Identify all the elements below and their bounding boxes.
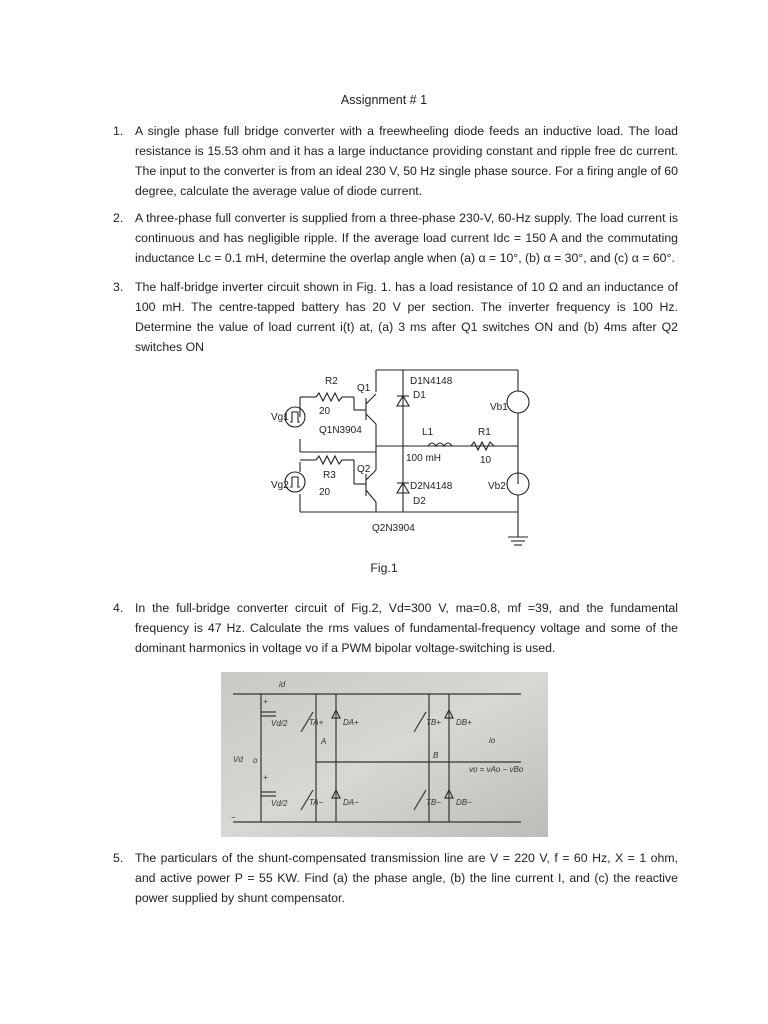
figure-1-caption: Fig.1 <box>370 561 398 575</box>
r1-label: R1 <box>478 427 491 438</box>
d2-part-label: D2N4148 <box>410 481 453 492</box>
l1-value: 100 mH <box>406 453 442 464</box>
question-text: The half-bridge inverter circuit shown in Fig. 1. has a load resistance of 10 Ω and an inductance of 100 mH. The centre-tapped battery has 20 V per section. The inverter frequency is 100 Hz. Determine the value of load current i(t) at, (a) 3 ms after Q1 switches ON and (b) 4ms after Q2 switches ON <box>135 280 678 354</box>
r2-value: 20 <box>319 406 331 417</box>
db-minus-label: DB− <box>456 798 472 807</box>
minus-label: − <box>231 813 236 822</box>
plus-top-label: + <box>263 697 268 706</box>
q2-label: Q2 <box>357 464 371 475</box>
question-number: 5. <box>113 851 124 865</box>
q1-label: Q1 <box>357 383 371 394</box>
question-3 <box>113 277 678 357</box>
question-number: 4. <box>113 601 124 615</box>
vb1-label: Vb1 <box>490 402 508 413</box>
question-5 <box>113 848 678 908</box>
da-plus-label: DA+ <box>343 718 359 727</box>
d1-label: D1 <box>413 390 426 401</box>
vo-equation: vo = vAo − vBo <box>469 765 524 774</box>
vd-half-bottom-label: Vd/2 <box>271 799 288 808</box>
l1-label: L1 <box>422 427 434 438</box>
d2-label: D2 <box>413 496 426 507</box>
r1-value: 10 <box>480 455 492 466</box>
q2-part-label: Q2N3904 <box>372 523 415 534</box>
photo-background <box>221 672 548 837</box>
io-label: io <box>489 736 496 745</box>
o-label: o <box>253 756 258 765</box>
db-plus-label: DB+ <box>456 718 472 727</box>
question-text: The particulars of the shunt-compensated transmission line are V = 220 V, f = 60 Hz, X = 1 ohm, and active power P = 55 KW. Find (a) the phase angle, (b) the line current I, and (c) the reactive power supplied by shunt compensator. <box>135 851 678 905</box>
question-text: A three-phase full converter is supplied from a three-phase 230-V, 60-Hz supply. The load current is continuous and has negligible ripple. If the average load current Idc = 150 A and the commutating inductance Lc = 0.1 mH, determine the overlap angle when (a) α = 10°, (b) α = 30°, and (c) α = 60°. <box>135 211 678 265</box>
vd-half-top-label: Vd/2 <box>271 719 288 728</box>
vb2-label: Vb2 <box>488 481 506 492</box>
tb-minus-label: TB− <box>426 798 441 807</box>
r3-value: 20 <box>319 487 331 498</box>
tb-plus-label: TB+ <box>426 718 441 727</box>
question-4 <box>113 598 678 658</box>
question-text: In the full-bridge converter circuit of Fig.2, Vd=300 V, ma=0.8, mf =39, and the fundamental frequency is 47 Hz. Calculate the rms values of fundamental-frequency voltage and some of the dominant harmonics in voltage vo if a PWM bipolar voltage-switching is used. <box>135 601 678 655</box>
question-text: A single phase full bridge converter with a freewheeling diode feeds an inductive load. The load resistance is 15.53 ohm and it has a large inductance providing constant and ripple free dc current. The input to the converter is from an ideal 230 V, 50 Hz single phase source. For a firing angle of 60 degree, calculate the average value of diode current. <box>135 124 678 198</box>
question-1 <box>113 121 678 201</box>
page-title: Assignment # 1 <box>340 93 428 107</box>
ta-minus-label: TA− <box>309 798 324 807</box>
full-bridge-converter-figure <box>221 672 548 837</box>
r2-label: R2 <box>325 376 338 387</box>
question-number: 3. <box>113 280 124 294</box>
ta-plus-label: TA+ <box>309 718 324 727</box>
question-2 <box>113 208 678 268</box>
da-minus-label: DA− <box>343 798 359 807</box>
question-number: 1. <box>113 124 124 138</box>
plus-bottom-label: + <box>263 773 268 782</box>
node-b-label: B <box>433 751 439 760</box>
question-number: 2. <box>113 211 124 225</box>
half-bridge-inverter-figure <box>268 362 538 554</box>
id-label: id <box>279 680 286 689</box>
d1-part-label: D1N4148 <box>410 376 453 387</box>
vg2-label: Vg2 <box>271 480 289 491</box>
vd-label: Vd <box>233 755 243 764</box>
q1-part-label: Q1N3904 <box>319 425 362 436</box>
node-a-label: A <box>321 737 327 746</box>
r3-label: R3 <box>323 470 336 481</box>
vg1-label: Vg1 <box>271 412 289 423</box>
